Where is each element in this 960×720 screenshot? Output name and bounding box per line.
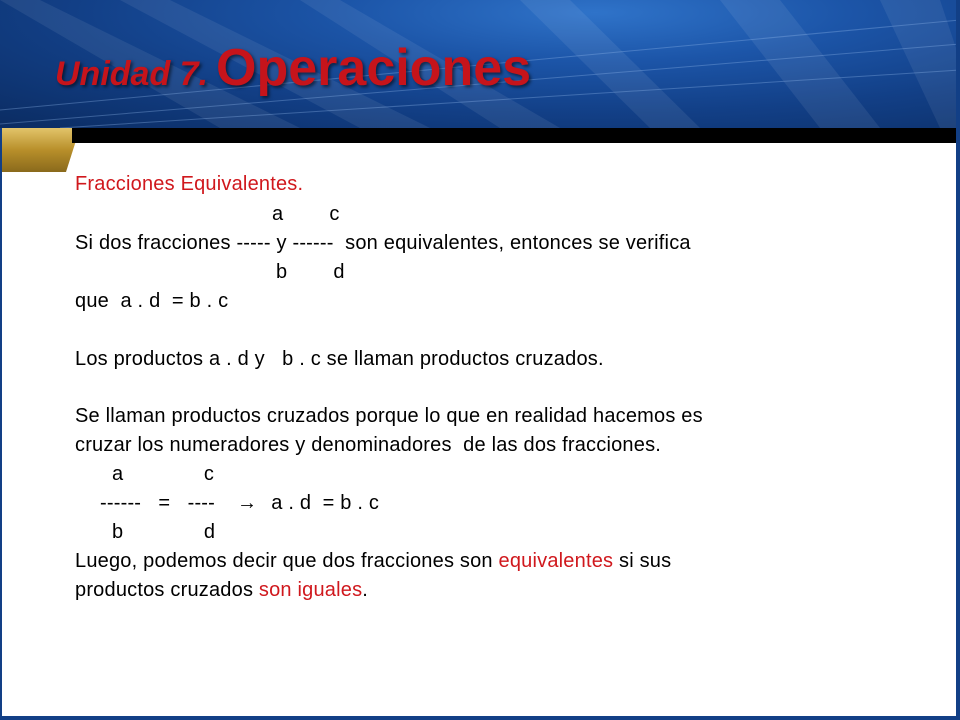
highlight-equivalentes: equivalentes — [498, 550, 614, 572]
conclusion-line-1 — [75, 549, 671, 573]
fraction-numerators-1: a c — [272, 203, 340, 225]
final-period: . — [362, 579, 369, 601]
statement-line: Si dos fracciones ----- y ------ son equivalentes, entonces se verifica — [75, 232, 691, 254]
explanation-line-2: cruzar los numeradores y denominadores de las dos fracciones. — [75, 434, 662, 456]
cross-product-equation: a . d = b . c — [271, 492, 380, 514]
fraction-equality — [100, 491, 379, 515]
conclusion-text: Luego, podemos decir que dos fracciones son — [75, 550, 499, 572]
fraction-numerators-2: a c — [112, 463, 215, 485]
section-heading: Fracciones Equivalentes. — [75, 173, 304, 195]
slide-title — [55, 38, 531, 98]
explanation-line-1: Se llaman productos cruzados porque lo que en realidad hacemos es — [75, 405, 703, 427]
frame-left — [0, 128, 2, 720]
header-banner — [0, 0, 960, 128]
cross-products-line: Los productos a . d y b . c se llaman productos cruzados. — [75, 348, 604, 370]
highlight-son-iguales: son iguales — [258, 579, 363, 601]
title-topic: Operaciones — [216, 39, 532, 97]
title-unit: Unidad 7. — [55, 55, 209, 93]
frame-right — [956, 0, 960, 720]
conclusion-line-2 — [75, 578, 368, 602]
black-divider-bar — [72, 128, 960, 143]
gold-accent-bar — [0, 128, 80, 172]
conclusion-text-end: si sus — [613, 550, 672, 572]
arrow-icon: → — [237, 492, 258, 514]
fraction-bars: ------ = ---- — [100, 492, 216, 514]
equation-line: que a . d = b . c — [75, 290, 229, 312]
conclusion-text-2: productos cruzados — [75, 579, 259, 601]
fraction-denominators-1: b d — [276, 261, 345, 283]
fraction-denominators-2: b d — [112, 521, 216, 543]
frame-bottom — [0, 716, 960, 720]
